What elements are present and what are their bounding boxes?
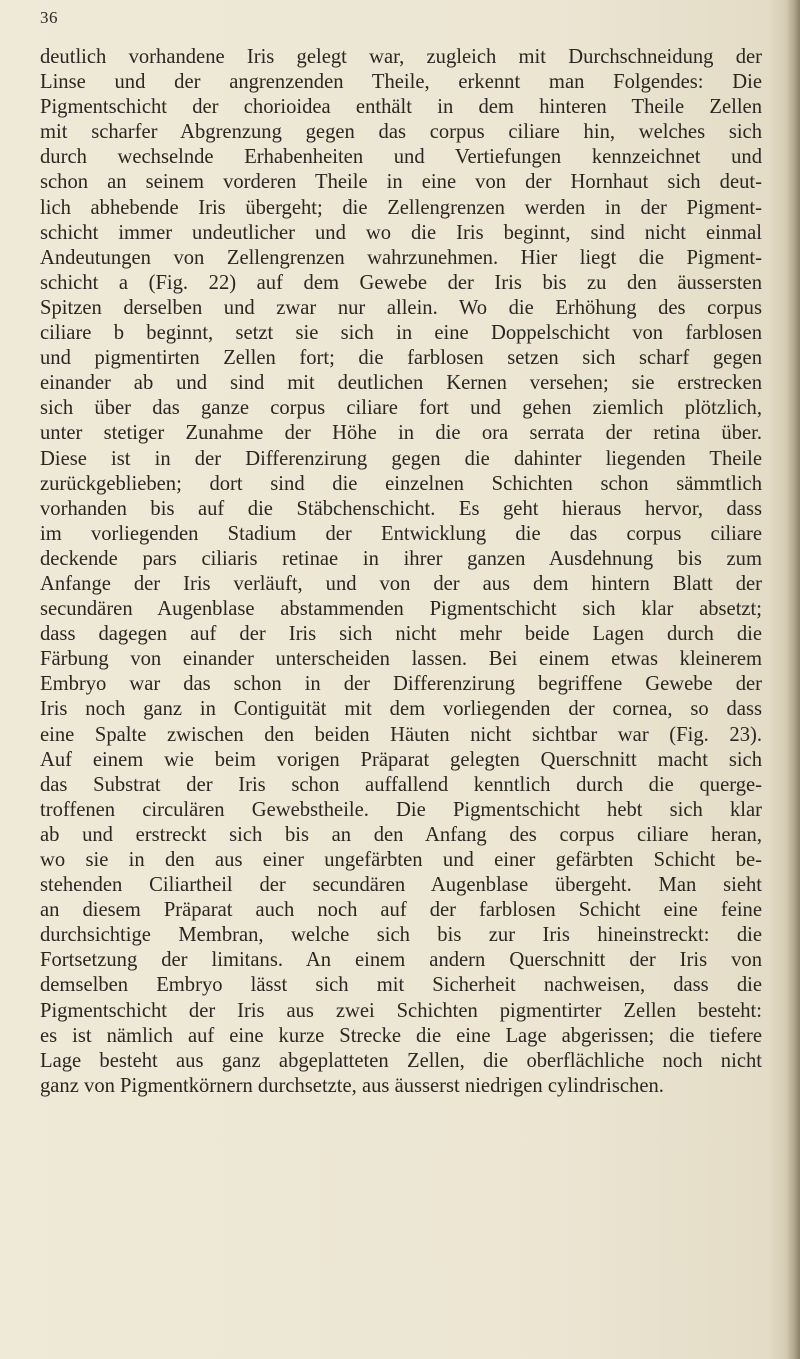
body-text bbox=[40, 45, 762, 1099]
text-line: durch wechselnde Erhabenheiten und Vertiefungen kennzeichnet und bbox=[40, 146, 762, 169]
text-line: Spitzen derselben und zwar nur allein. Wo die Erhöhung des corpus bbox=[40, 296, 762, 319]
text-line: schicht immer undeutlicher und wo die Iris beginnt, sind nicht einmal bbox=[40, 221, 762, 244]
text-line: ganz von Pigmentkörnern durchsetzte, aus äusserst niedrigen cylindrischen. bbox=[40, 1074, 664, 1097]
text-line: Anfange der Iris verläuft, und von der aus dem hintern Blatt der bbox=[40, 572, 762, 595]
text-line: einander ab und sind mit deutlichen Kernen versehen; sie erstrecken bbox=[40, 372, 762, 395]
text-line: wo sie in den aus einer ungefärbten und einer gefärbten Schicht be- bbox=[40, 849, 762, 871]
text-line: Linse und der angrenzenden Theile, erkennt man Folgendes: Die bbox=[40, 71, 762, 94]
text-line: das Substrat der Iris schon auffallend kenntlich durch die querge- bbox=[40, 773, 762, 796]
text-line: deckende pars ciliaris retinae in ihrer ganzen Ausdehnung bis zum bbox=[40, 547, 762, 570]
page-number: 36 bbox=[40, 8, 58, 27]
text-line: vorhanden bis auf die Stäbchenschicht. Es geht hieraus hervor, dass bbox=[40, 497, 762, 520]
text-line: Färbung von einander unterscheiden lassen. Bei einem etwas kleinerem bbox=[40, 648, 762, 671]
text-line: Embryo war das schon in der Differenzirung begriffene Gewebe der bbox=[40, 673, 762, 696]
text-line: Pigmentschicht der chorioidea enthält in dem hinteren Theile Zellen bbox=[40, 96, 762, 119]
text-line: stehenden Ciliartheil der secundären Augenblase übergeht. Man sieht bbox=[40, 874, 762, 897]
text-line: durchsichtige Membran, welche sich bis zur Iris hineinstreckt: die bbox=[40, 924, 762, 947]
text-line: eine Spalte zwischen den beiden Häuten nicht sichtbar war (Fig. 23). bbox=[40, 723, 762, 746]
text-line: deutlich vorhandene Iris gelegt war, zugleich mit Durchschneidung der bbox=[40, 46, 762, 68]
text-line: an diesem Präparat auch noch auf der farblosen Schicht eine feine bbox=[40, 899, 762, 922]
text-line: schicht a (Fig. 22) auf dem Gewebe der Iris bis zu den äussersten bbox=[40, 271, 762, 294]
text-line: es ist nämlich auf eine kurze Strecke die eine Lage abgerissen; die tiefere bbox=[40, 1024, 762, 1047]
page-edge-shadow bbox=[786, 0, 800, 1359]
text-line: Fortsetzung der limitans. An einem andern Querschnitt der Iris von bbox=[40, 949, 762, 972]
text-line: zurückgeblieben; dort sind die einzelnen Schichten schon sämmtlich bbox=[40, 472, 762, 495]
text-line: troffenen circulären Gewebstheile. Die Pigmentschicht hebt sich klar bbox=[40, 798, 762, 821]
text-line: demselben Embryo lässt sich mit Sicherheit nachweisen, dass die bbox=[40, 974, 762, 997]
text-line: secundären Augenblase abstammenden Pigmentschicht sich klar absetzt; bbox=[40, 598, 762, 621]
text-line: im vorliegenden Stadium der Entwicklung die das corpus ciliare bbox=[40, 522, 762, 545]
text-line: mit scharfer Abgrenzung gegen das corpus ciliare hin, welches sich bbox=[40, 121, 762, 144]
text-line: dass dagegen auf der Iris sich nicht mehr beide Lagen durch die bbox=[40, 623, 762, 646]
text-line: Iris noch ganz in Contiguität mit dem vorliegenden der cornea, so dass bbox=[40, 698, 762, 721]
text-line: unter stetiger Zunahme der Höhe in die ora serrata der retina über. bbox=[40, 422, 762, 445]
text-line: Andeutungen von Zellengrenzen wahrzunehmen. Hier liegt die Pigment- bbox=[40, 246, 762, 269]
text-line: lich abhebende Iris übergeht; die Zellengrenzen werden in der Pigment- bbox=[40, 196, 762, 219]
text-line: ab und erstreckt sich bis an den Anfang des corpus ciliare heran, bbox=[40, 823, 762, 846]
text-line: Diese ist in der Differenzirung gegen die dahinter liegenden Theile bbox=[40, 447, 762, 470]
text-line: ciliare b beginnt, setzt sie sich in eine Doppelschicht von farblosen bbox=[40, 322, 762, 345]
text-line: sich über das ganze corpus ciliare fort und gehen ziemlich plötzlich, bbox=[40, 397, 762, 420]
text-line: und pigmentirten Zellen fort; die farblosen setzen sich scharf gegen bbox=[40, 347, 762, 370]
text-line: schon an seinem vorderen Theile in eine von der Hornhaut sich deut- bbox=[40, 171, 762, 194]
text-line: Lage besteht aus ganz abgeplatteten Zellen, die oberflächliche noch nicht bbox=[40, 1049, 762, 1072]
text-line: Auf einem wie beim vorigen Präparat gelegten Querschnitt macht sich bbox=[40, 748, 762, 771]
text-line: Pigmentschicht der Iris aus zwei Schichten pigmentirter Zellen besteht: bbox=[40, 999, 762, 1022]
